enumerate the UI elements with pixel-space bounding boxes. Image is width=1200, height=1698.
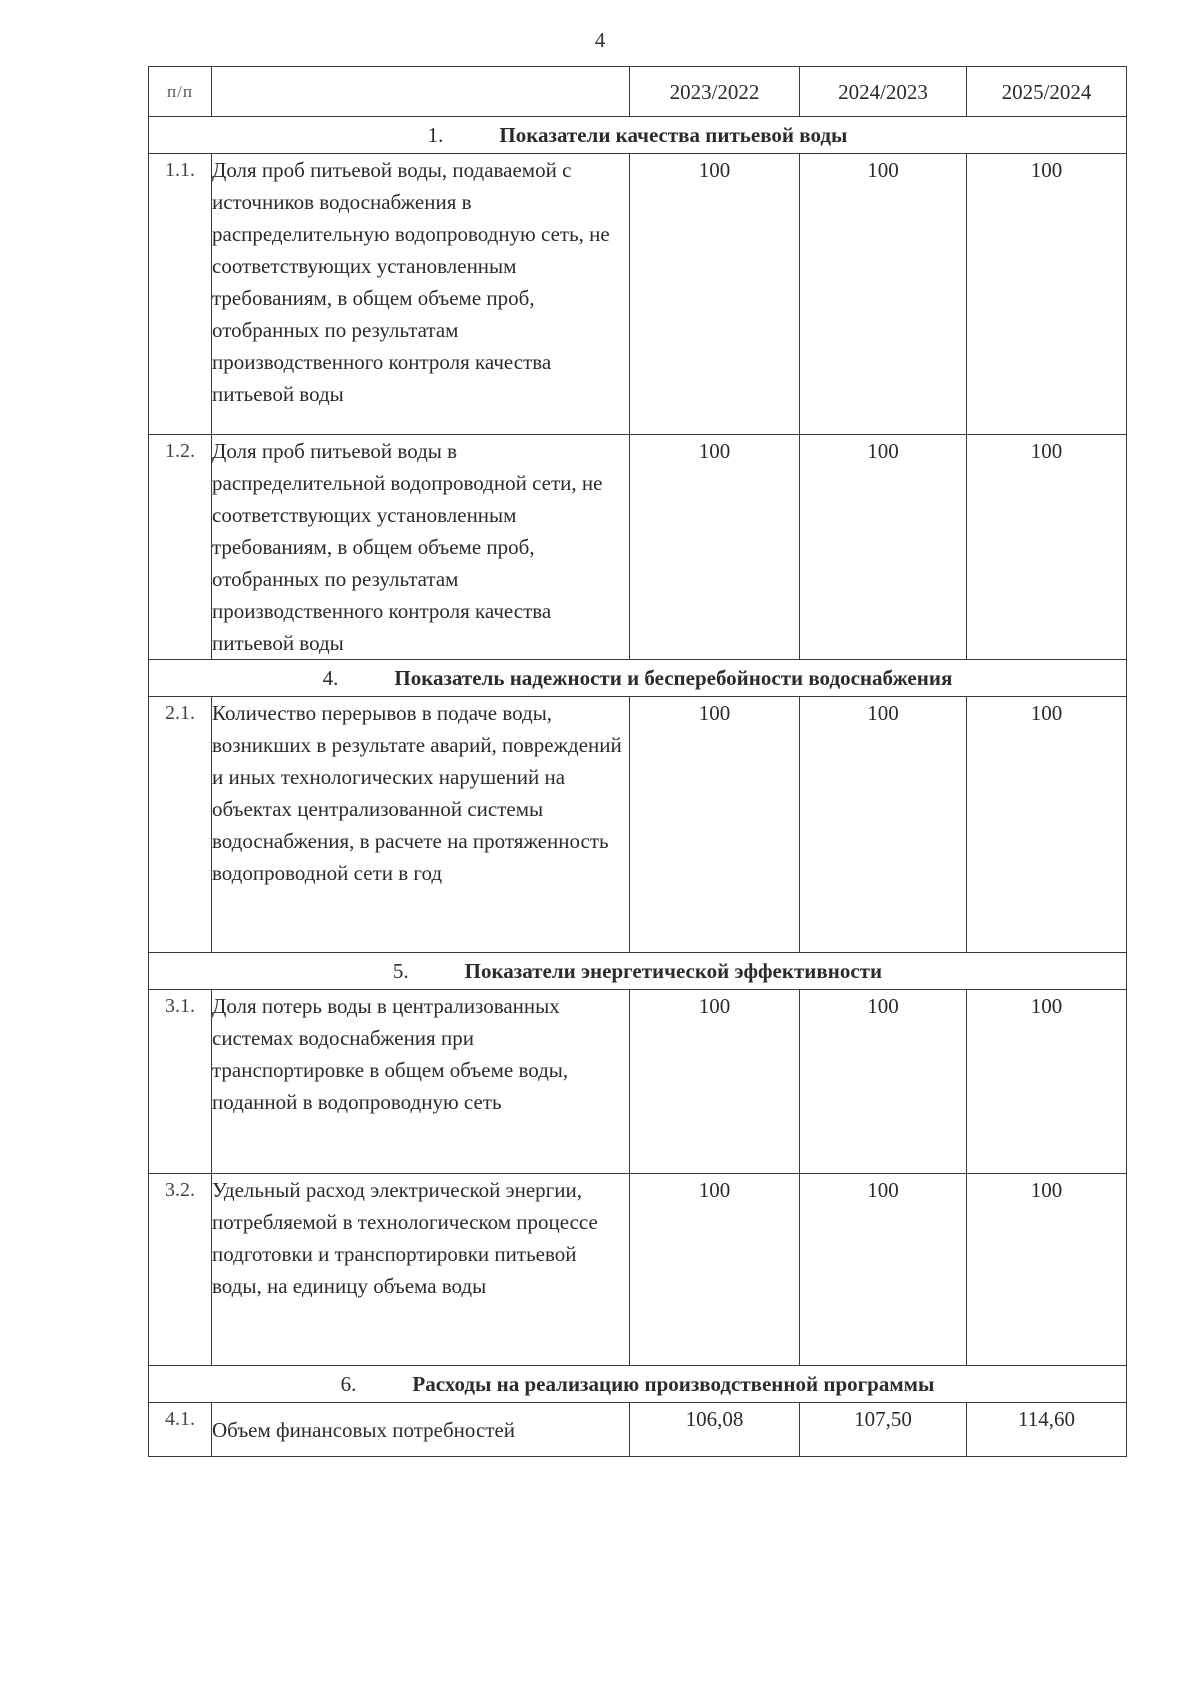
section-title: Показатель надежности и бесперебойности водоснабжения [394, 666, 953, 690]
header-number: п/п [149, 67, 212, 117]
section-number: 6. [340, 1372, 357, 1396]
row-value-year-2: 100 [800, 990, 967, 1174]
table-row [149, 435, 1127, 660]
table-row [149, 1403, 1127, 1457]
table-row [149, 154, 1127, 435]
row-number: 3.1. [149, 990, 212, 1174]
section-header-row [149, 1366, 1127, 1403]
section-number: 4. [322, 666, 339, 690]
row-value-year-1: 100 [630, 1174, 800, 1366]
header-year-3: 2025/2024 [967, 67, 1127, 117]
row-value-year-3: 114,60 [967, 1403, 1127, 1457]
row-value-year-1: 100 [630, 154, 800, 435]
row-value-year-1: 100 [630, 435, 800, 660]
header-year-2: 2024/2023 [800, 67, 967, 117]
row-value-year-1: 100 [630, 697, 800, 953]
indicators-table [148, 66, 1127, 1457]
section-title: Расходы на реализацию производственной программы [412, 1372, 935, 1396]
section-title: Показатели качества питьевой воды [499, 123, 848, 147]
row-value-year-2: 100 [800, 697, 967, 953]
row-value-year-2: 100 [800, 435, 967, 660]
section-title: Показатели энергетической эффективности [464, 959, 883, 983]
row-value-year-3: 100 [967, 154, 1127, 435]
row-indicator-name: Объем финансовых потребностей [212, 1403, 630, 1457]
section-header-cell [149, 117, 1127, 154]
header-year-1: 2023/2022 [630, 67, 800, 117]
row-indicator-name: Доля проб питьевой воды, подаваемой с источников водоснабжения в распределительную водопроводную сеть, не соответствующих установленным требованиям, в общем объеме проб, отобранных по результатам производственного контроля качества питьевой воды [212, 154, 630, 435]
table-header-row [149, 67, 1127, 117]
table-row [149, 990, 1127, 1174]
section-header-row [149, 117, 1127, 154]
row-number: 3.2. [149, 1174, 212, 1366]
row-indicator-name: Количество перерывов в подаче воды, возникших в результате аварий, повреждений и иных технологических нарушений на объектах централизованной системы водоснабжения, в расчете на протяженность водопроводной сети в год [212, 697, 630, 953]
row-value-year-2: 100 [800, 154, 967, 435]
row-indicator-name: Доля потерь воды в централизованных системах водоснабжения при транспортировке в общем объеме воды, поданной в водопроводную сеть [212, 990, 630, 1174]
row-value-year-2: 100 [800, 1174, 967, 1366]
row-value-year-3: 100 [967, 697, 1127, 953]
table-row [149, 697, 1127, 953]
row-number: 1.1. [149, 154, 212, 435]
table-row [149, 1174, 1127, 1366]
section-header-cell [149, 660, 1127, 697]
row-value-year-3: 100 [967, 435, 1127, 660]
row-number: 4.1. [149, 1403, 212, 1457]
section-header-cell [149, 1366, 1127, 1403]
row-value-year-3: 100 [967, 1174, 1127, 1366]
row-number: 2.1. [149, 697, 212, 953]
row-indicator-name: Доля проб питьевой воды в распределительной водопроводной сети, не соответствующих установленным требованиям, в общем объеме проб, отобранных по результатам производственного контроля качества питьевой воды [212, 435, 630, 660]
section-header-row [149, 953, 1127, 990]
row-value-year-1: 100 [630, 990, 800, 1174]
row-number: 1.2. [149, 435, 212, 660]
section-header-cell [149, 953, 1127, 990]
row-value-year-3: 100 [967, 990, 1127, 1174]
row-indicator-name: Удельный расход электрической энергии, потребляемой в технологическом процессе подготовки и транспортировки питьевой воды, на единицу объема воды [212, 1174, 630, 1366]
section-number: 1. [427, 123, 444, 147]
row-value-year-1: 106,08 [630, 1403, 800, 1457]
header-name [212, 67, 630, 117]
section-header-row [149, 660, 1127, 697]
row-value-year-2: 107,50 [800, 1403, 967, 1457]
section-number: 5. [392, 959, 409, 983]
page-number: 4 [594, 28, 606, 52]
